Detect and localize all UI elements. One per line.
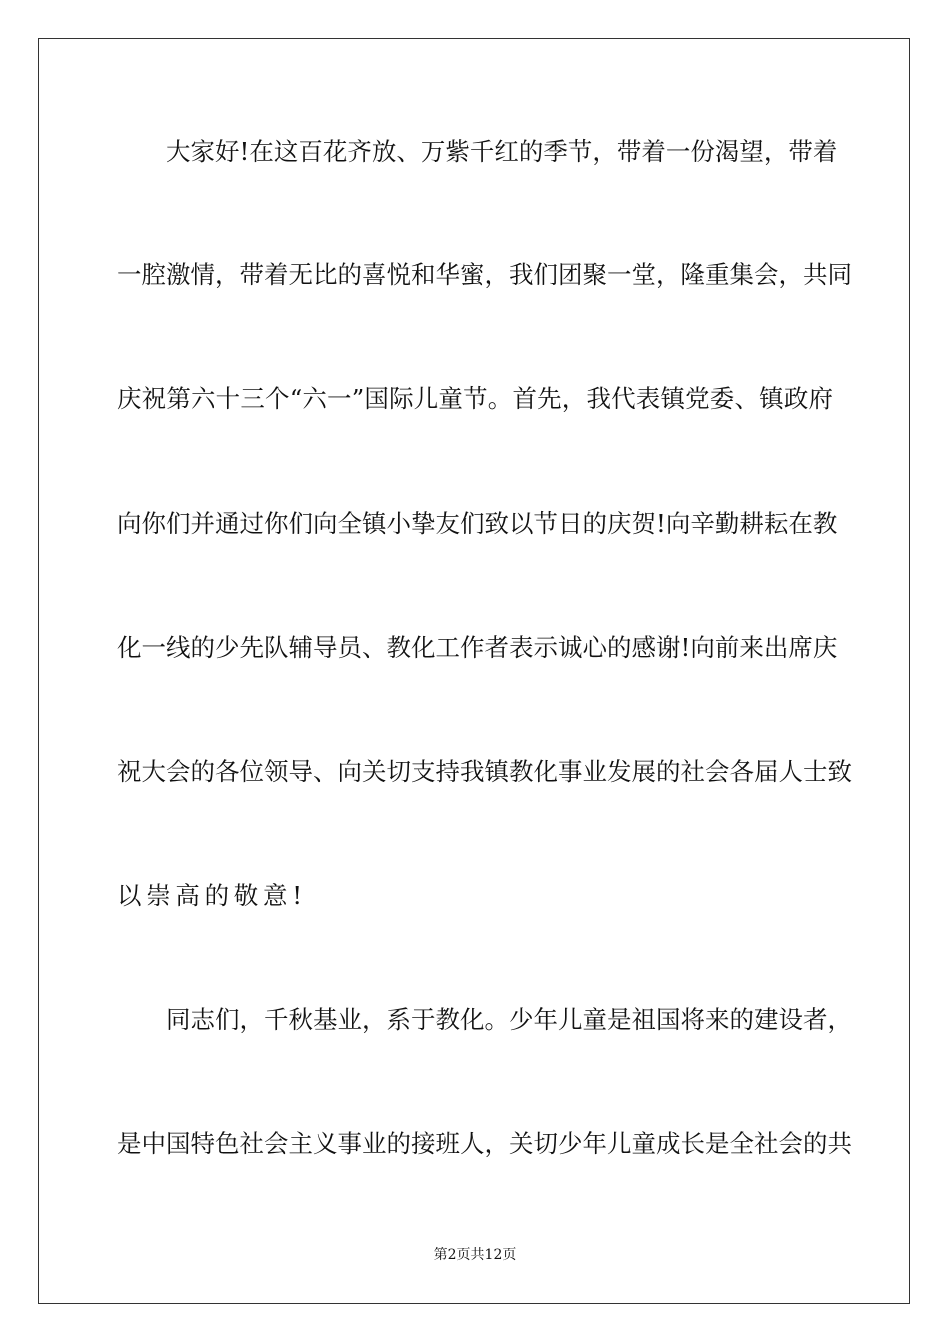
paragraph-2-line-1: 同志们，千秋基业，系于教化。少年儿童是祖国将来的建设者， bbox=[166, 1005, 852, 1034]
paragraph-1-line-4: 向你们并通过你们向全镇小挚友们致以节日的庆贺!向辛勤耕耘在教 bbox=[117, 509, 838, 538]
paragraph-1-line-1: 大家好!在这百花齐放、万紫千红的季节，带着一份渴望，带着 bbox=[166, 137, 838, 166]
paragraph-1-line-6: 祝大会的各位领导、向关切支持我镇教化事业发展的社会各届人士致 bbox=[117, 757, 852, 786]
paragraph-1-line-3: 庆祝第六十三个“六一”国际儿童节。首先，我代表镇党委、镇政府 bbox=[117, 384, 833, 413]
page-footer bbox=[0, 1245, 950, 1265]
paragraph-1-line-5: 化一线的少先队辅导员、教化工作者表示诚心的感谢!向前来出席庆 bbox=[117, 633, 838, 662]
paragraph-2-line-2: 是中国特色社会主义事业的接班人，关切少年儿童成长是全社会的共 bbox=[117, 1129, 852, 1158]
paragraph-1-line-7: 以崇高的敬意! bbox=[117, 881, 307, 910]
paragraph-1-line-2: 一腔激情，带着无比的喜悦和华蜜，我们团聚一堂，隆重集会，共同 bbox=[117, 260, 852, 289]
page-number-current: 第2页 bbox=[433, 1247, 471, 1263]
page-border bbox=[38, 38, 910, 1304]
page-number-total: 共12页 bbox=[470, 1247, 517, 1263]
